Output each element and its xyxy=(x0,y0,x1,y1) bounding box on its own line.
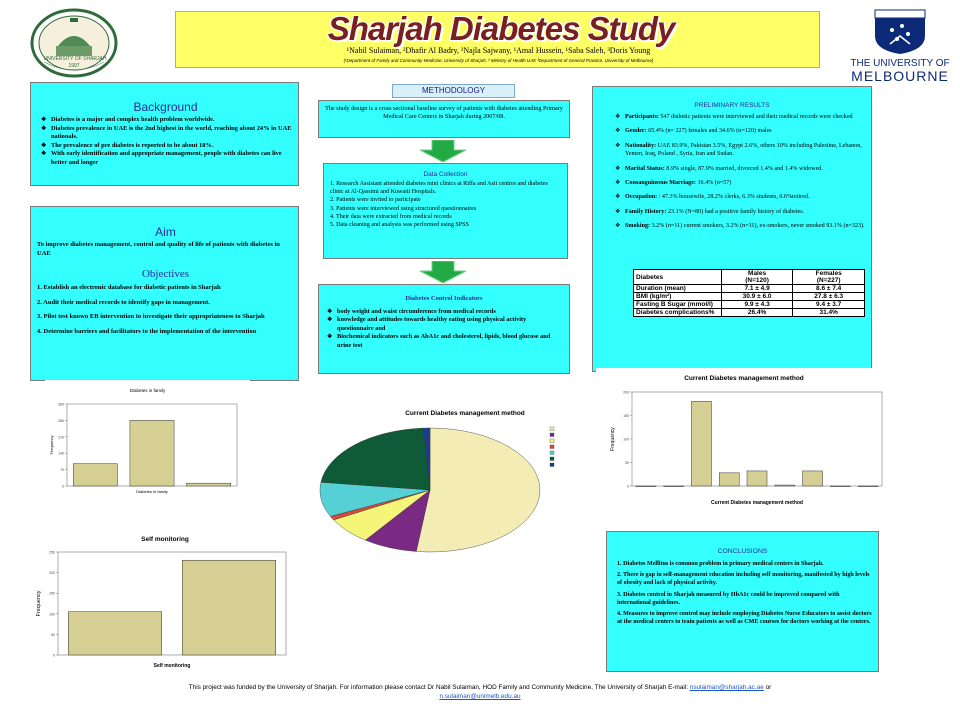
list-item xyxy=(615,127,867,135)
y-tick-label: 200 xyxy=(623,390,629,395)
legend-swatch xyxy=(550,439,554,443)
table-cell: 27.8 ± 6.3 xyxy=(793,293,865,301)
footer-or: or xyxy=(765,684,772,691)
result-text: : 47.3% housewife, 28.2% clerks, 6.3% students, 0.6%retired. xyxy=(657,194,810,201)
bar-chart xyxy=(30,530,300,670)
table-row xyxy=(634,301,865,309)
left-logo-caption: UNIVERSITY OF SHARJAH xyxy=(43,56,107,62)
y-axis-label: Frequency xyxy=(610,427,616,451)
chart-title: Current Diabetes management method xyxy=(405,410,525,417)
table-header: Males (N=120) xyxy=(721,270,793,285)
list-item: 4. Measures to improve control may include employing Diabetes Nurse Educators to assist doctors at the medical centers to train patients as well as CME courses for doctors working at the centers. xyxy=(617,611,872,626)
bar xyxy=(775,485,795,486)
table-cell: 31.4% xyxy=(793,309,865,317)
title-banner xyxy=(175,11,820,68)
x-axis-label: Current Diabetes management method xyxy=(711,500,803,506)
background-panel xyxy=(30,82,299,186)
bar xyxy=(636,486,656,487)
methodology-label-box xyxy=(392,84,515,98)
background-list xyxy=(41,116,293,168)
list-item xyxy=(615,113,867,121)
result-label: Marital Status: xyxy=(625,165,665,172)
bar xyxy=(187,483,231,486)
page-title: Sharjah Diabetes Study xyxy=(327,10,675,47)
y-tick-label: 250 xyxy=(49,550,55,555)
bar xyxy=(719,473,739,486)
y-tick-label: 210 xyxy=(58,435,64,440)
list-item: ❖ Diabetes prevalence in UAE is the 2nd highest in the world, reaching about 24% in UAE nationals. xyxy=(41,125,293,142)
indicators-heading: Diabetes Control Indicators xyxy=(405,295,483,302)
bar-chart xyxy=(596,368,892,510)
result-label: Consanguineous Marriage: xyxy=(625,180,696,187)
list-item: ❖ Diabetes is a major and complex health problem worldwide. xyxy=(41,116,293,125)
list-item: 2. Audit their medical records to identify gaps in management. xyxy=(37,298,210,306)
table-header: Females (N=227) xyxy=(793,270,865,285)
y-tick-label: 70 xyxy=(60,468,64,473)
right-logo-line2: MELBOURNE xyxy=(851,68,949,84)
list-item: 1. Diabetes Mellitus is common problem in primary medical centers in Sharjah. xyxy=(617,561,824,567)
list-item: ❖ knowledge and attitudes towards healthy eating using physical activity questionnaire and xyxy=(327,316,561,333)
methodology-label: METHODOLOGY xyxy=(421,86,486,95)
result-label: Family History: xyxy=(625,208,667,215)
list-item: 2. There is gap in self-management education including self monitoring, manifested by high levels of obesity and lack of physical activity. xyxy=(617,572,870,587)
university-of-melbourne-crest-icon xyxy=(845,6,955,56)
right-logo xyxy=(845,6,955,82)
table-cell: 9.4 ± 3.7 xyxy=(793,301,865,309)
bar xyxy=(130,420,174,486)
result-label: Participants: xyxy=(625,114,659,120)
list-item: 3. Diabetes control in Sharjah measured by HbA1c could be improved compared with international guidelines. xyxy=(617,591,840,606)
list-item: 5. Data cleaning and analysis was performed using SPSS xyxy=(330,222,469,229)
bar-chart xyxy=(45,380,250,500)
affiliations: (¹Department of Family and Community Medicine, University of Sharjah, ² Ministry of Health UAE ³Department of General Practice, University of Melbourne) xyxy=(343,58,654,63)
list-item xyxy=(615,179,867,187)
table-cell: 30.9 ± 6.0 xyxy=(721,293,793,301)
left-logo-year: 1997 xyxy=(68,63,80,69)
conclusions-list xyxy=(607,555,878,626)
y-tick-label: 140 xyxy=(58,451,64,456)
list-item: 4. Their data were extracted from medical records xyxy=(330,213,452,220)
list-item: 3. Patients were interviewed using structured questionnaires xyxy=(330,205,477,212)
bar xyxy=(803,471,823,486)
results-panel xyxy=(592,86,872,372)
result-text: 23.1% (N=80) had a positive family history of diabetes. xyxy=(666,208,805,215)
list-item: 4. Determine barriers and facilitators to the implementation of the intervention xyxy=(37,327,257,335)
results-heading: PRELIMINARY RESULTS xyxy=(694,102,770,109)
y-tick-label: 50 xyxy=(625,461,629,465)
footer-text: This project was funded by the University of Sharjah. For information please contact Dr Nabil Sulaiman, HOD Family and Community Medicine, The University of Sharjah E-mail: xyxy=(188,684,688,691)
list-item: 2. Patients were invited to participate xyxy=(330,197,421,204)
table-cell: 9.9 ± 4.3 xyxy=(721,301,793,309)
conclusions-panel xyxy=(606,531,879,672)
y-tick-label: 0 xyxy=(53,653,55,658)
legend-swatch xyxy=(550,463,554,467)
pie-chart xyxy=(310,400,590,555)
chart-management-bars xyxy=(596,368,892,510)
chart-self-monitoring xyxy=(30,530,300,670)
y-tick-label: 150 xyxy=(49,591,55,596)
bar xyxy=(664,486,684,487)
chart-diabetes-in-family xyxy=(45,380,250,500)
y-tick-label: 350 xyxy=(58,402,64,407)
y-tick-label: 0 xyxy=(62,484,64,489)
result-text: 16.4% (n=57) xyxy=(695,180,732,187)
bar xyxy=(73,464,117,486)
bar xyxy=(68,612,161,655)
footer xyxy=(90,683,870,701)
result-label: Gender: xyxy=(625,128,647,135)
table-row xyxy=(634,309,865,317)
y-axis-label: Frequency xyxy=(36,590,42,617)
data-collection-box xyxy=(323,163,568,259)
results-list xyxy=(593,109,871,231)
legend-swatch xyxy=(550,427,554,431)
conclusions-heading: CONCLUSIONS xyxy=(717,548,768,555)
y-axis-label: Frequency xyxy=(49,435,54,455)
bar xyxy=(747,471,767,486)
aim-heading: Aim xyxy=(155,225,176,239)
bar xyxy=(830,486,850,487)
list-item xyxy=(615,165,867,173)
chart-background xyxy=(596,368,892,510)
table-cell: 26.4% xyxy=(721,309,793,317)
aim-panel xyxy=(30,206,299,381)
y-tick-label: 50 xyxy=(51,632,55,637)
authors: ¹Nabil Sulaiman, ²Dhafir Al Badry, ²Najla Sajwany, ¹Amal Hussein, ¹Saba Saleh, ³Doris Young xyxy=(346,46,651,55)
y-tick-label: 280 xyxy=(58,418,64,423)
right-logo-line1: THE UNIVERSITY OF xyxy=(850,58,950,69)
background-heading: Background xyxy=(133,100,198,114)
bar xyxy=(858,486,878,487)
list-item: 1. Establish an electronic database for diabetic patients in Sharjah xyxy=(37,284,221,291)
x-axis-label: Diabetes in family xyxy=(136,489,168,494)
y-tick-label: 200 xyxy=(49,571,55,576)
y-tick-label: 0 xyxy=(627,484,629,489)
bar xyxy=(182,560,275,655)
indicators-box xyxy=(318,284,570,374)
result-label: Occupation: xyxy=(625,194,658,201)
result-text: 547 diabetic patients were interviewed and their medical records were checked xyxy=(658,114,853,120)
data-collection-list xyxy=(324,178,567,231)
table-cell: Diabetes complications% xyxy=(634,309,722,317)
study-design-box xyxy=(318,100,570,138)
result-label: Nationality: xyxy=(625,142,657,149)
legend-swatch xyxy=(550,451,554,455)
down-arrow-icon xyxy=(418,261,468,283)
legend-swatch xyxy=(550,433,554,437)
chart-title: Diabetes in family xyxy=(129,388,166,393)
list-item: ❖ Biochemical indicators such as AbA1c and cholesterol, lipids, blood glucose and urine test xyxy=(327,333,561,350)
study-design-text: The study design is a cross sectional baseline survey of patients with diabetes attending Primary Medical Care Centers in Sharjah during 2007/08. xyxy=(325,105,563,121)
table-cell: Fasting B Sugar (mmol/l) xyxy=(634,301,722,309)
legend-swatch xyxy=(550,457,554,461)
list-item xyxy=(615,193,867,201)
list-item: 1. Research Assistant attended diabetes mini clinics at Riffa and Asit centres and diabetes clinic at Al-Qassimi and Kuwaiti Hospitals. xyxy=(330,181,548,196)
objectives-list xyxy=(37,284,292,336)
y-tick-label: 100 xyxy=(49,612,55,617)
table-cell: 7.1 ± 4.9 xyxy=(721,285,793,293)
chart-title: Current Diabetes management method xyxy=(684,375,804,382)
list-item: 3. Pilot test known EB intervention to investigate their appropriateness to Sharjah xyxy=(37,313,265,321)
list-item: ❖ With early identification and appropriate management, people with diabetes can live better and longer xyxy=(41,150,293,167)
table-header: Diabetes xyxy=(634,270,722,285)
y-tick-label: 150 xyxy=(623,414,629,418)
table-cell: Duration (mean) xyxy=(634,285,722,293)
down-arrow-icon xyxy=(418,140,468,162)
x-axis-label: Self monitoring xyxy=(153,663,191,669)
results-table xyxy=(633,269,865,317)
list-item: ❖ The prevalence of pre diabetes is reported to be about 18%. xyxy=(41,142,293,151)
list-item xyxy=(615,222,867,230)
result-text: 65.4% (n= 227) females and 34.6% (n=120) males xyxy=(646,128,772,135)
table-cell: BMI (kg/m²) xyxy=(634,293,722,301)
email-link[interactable]: n.sulaiman@unimelb.edu.au xyxy=(439,693,521,700)
email-link[interactable]: nsulaiman@sharjah.ac.ae xyxy=(689,684,764,691)
table-cell: 8.6 ± 7.4 xyxy=(793,285,865,293)
legend-swatch xyxy=(550,445,554,449)
indicators-list xyxy=(319,302,569,350)
chart-title: Self monitoring xyxy=(141,536,189,543)
result-text: UAE 83.9%, Pakistan 3.5%, Egypt 2.6%, others 10% including Palestine, Lebanon, Yemen, Iraq, Poland , Syria, Iran and Sudan. xyxy=(625,142,862,158)
y-tick-label: 100 xyxy=(623,437,629,442)
list-item xyxy=(615,208,867,216)
list-item xyxy=(615,142,867,159)
list-item: ❖ body weight and waist circumference from medical records xyxy=(327,308,561,316)
chart-management-pie xyxy=(310,400,590,555)
bar xyxy=(691,401,711,486)
objectives-heading: Objectives xyxy=(141,268,190,280)
data-collection-heading: Data Collection xyxy=(423,171,468,178)
table-row xyxy=(634,293,865,301)
table-row xyxy=(634,285,865,293)
result-text: 3.2% (n=11) current smokers, 3.2% (n=11), ex-smokers, never smoked 93.1% (n=323). xyxy=(650,223,865,230)
result-text: 8.9% single, 87.9% married, divorced 1.4% and 1.4% widowed. xyxy=(664,165,823,172)
result-label: Smoking: xyxy=(625,223,651,230)
aim-text: To improve diabetes management, control and quality of life of patients with diabetes in UAE xyxy=(37,241,280,257)
